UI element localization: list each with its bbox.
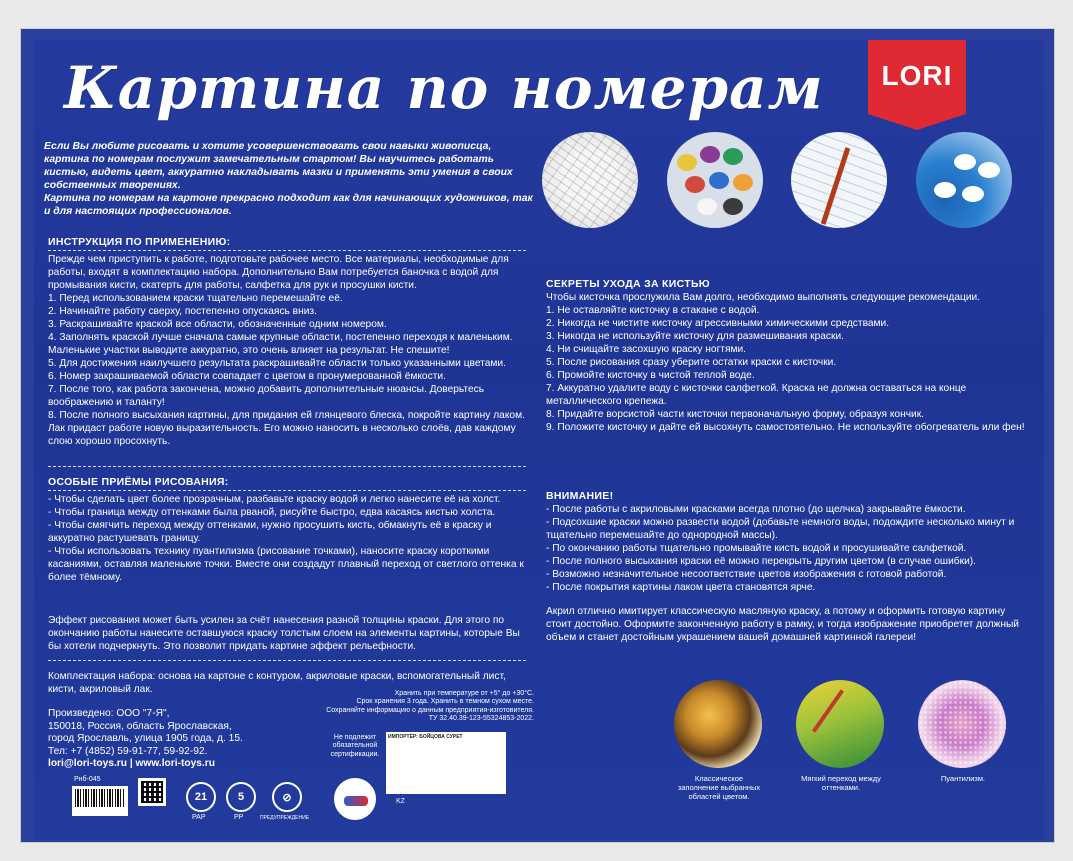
brush-care-list bbox=[546, 291, 1032, 434]
instructions-list bbox=[48, 253, 526, 448]
warning-label: ПРЕДУПРЕЖДЕНИЕ bbox=[260, 815, 310, 821]
attention-heading bbox=[546, 490, 613, 502]
storage-line: ТУ 32.40.39-123-55324853-2022. bbox=[428, 715, 534, 723]
techniques-heading-text: ОСОБЫЕ ПРИЁМЫ РИСОВАНИЯ: bbox=[48, 476, 229, 488]
instruction-line: 4. Заполнять краской лучше сначала самые крупные области, постепенно переходя к маленьким. Маленькие участки выводите аккуратно, это очень влияет на результат. Не спешите! bbox=[48, 332, 513, 356]
eac-mark-icon bbox=[334, 778, 376, 820]
instruction-line: 8. После полного высыхания картины, для придания ей глянцевого блеска, покройте картину лаком. Лак придаст работе новую выразительность. Его можно наносить в несколько слоёв, дав каждому слою хорошо просохнуть. bbox=[48, 410, 525, 447]
brush-care-line: 4. Ни счищайте засохшую краску ногтями. bbox=[546, 344, 746, 355]
attention-line: - После полного высыхания краски её можно перекрыть другим цветом (в случае ошибки). bbox=[546, 556, 976, 567]
techniques-list bbox=[48, 493, 526, 584]
instruction-line: Прежде чем приступить к работе, подготовьте рабочее место. Все материалы, необходимые для работы, входят в комплектацию набора. Дополнительно Вам потребуется баночка с водой для промывания кисти, скатерть для работы, салфетка для рук и просушки кисти. bbox=[48, 254, 509, 291]
soft-blend-image bbox=[796, 680, 884, 768]
effect-text: Эффект рисования может быть усилен за счёт нанесения разной толщины краски. Для этого по окончанию работы нанесите оставшуюся краску толстым слоем на элементы картины, которые Вы бы хотели подчеркнуть. Это позволит придать картине эффект рельефности. bbox=[48, 615, 520, 652]
brush-care-line: 3. Никогда не используйте кисточку для размешивания краски. bbox=[546, 331, 844, 342]
producer-line: город Ярославль, улица 1905 года, д. 15. bbox=[48, 733, 243, 744]
producer-line: Тел: +7 (4852) 59-91-77, 59-92-92. bbox=[48, 745, 208, 757]
instruction-line: 6. Номер закрашиваемой области совпадает с цветом в пронумерованной ёмкости. bbox=[48, 371, 446, 382]
sketch-canvas-image bbox=[542, 132, 638, 228]
techniques-heading bbox=[48, 476, 229, 488]
instruction-line: 7. После того, как работа закончена, можно добавить дополнительные нюансы. Доверьтесь воображению и таланту! bbox=[48, 384, 485, 408]
certification-note: Не подлежит обязательной сертификации. bbox=[330, 734, 380, 758]
pap-number: 21 bbox=[194, 791, 208, 803]
intro-paragraph: Картина по номерам на картоне прекрасно подходит как для начинающих художников, так и для настоящих профессионалов. bbox=[44, 193, 533, 217]
caption-pointillism: Пуантилизм. bbox=[940, 774, 986, 783]
instruction-line: 1. Перед использованием краски тщательно перемешайте её. bbox=[48, 293, 343, 304]
technique-line: - Чтобы использовать технику пуантилизма (рисование точками), наносите краску короткими касаниями, оставляя маленькие точки. Вместе они создадут плавный переход от светлого оттенка к более тёмному. bbox=[48, 546, 524, 583]
attention-line: - После покрытия картины лаком цвета становятся ярче. bbox=[546, 582, 816, 593]
brush-care-line: 6. Промойте кисточку в чистой теплой воде. bbox=[546, 370, 755, 381]
barcode-icon bbox=[72, 786, 128, 816]
brush-care-line: 2. Никогда не чистите кисточку агрессивными химическими средствами. bbox=[546, 318, 890, 329]
storage-line: Сохраняйте информацию о данным предприятия-изготовителя. bbox=[326, 706, 534, 714]
kit-contents: Комплектация набора: основа на картоне с контуром, акриловые краски, вспомогательный лист, кисти, акриловый лак. bbox=[48, 671, 506, 695]
pp-label: PP bbox=[234, 814, 244, 821]
brush-care-line: 8. Придайте ворсистой части кисточки первоначальную форму, образуя кончик. bbox=[546, 409, 924, 420]
brush-care-line: 9. Положите кисточку и дайте ей высохнуть самостоятельно. Не используйте обогреватель или фен! bbox=[546, 422, 1025, 433]
paint-caps-image bbox=[916, 132, 1012, 228]
qr-code-icon bbox=[138, 778, 166, 806]
brush-care-line: Чтобы кисточка прослужила Вам долго, необходимо выполнять следующие рекомендации. bbox=[546, 292, 981, 303]
producer-info bbox=[48, 708, 288, 771]
technique-line: - Чтобы смягчить переход между оттенками, нужно просушить кисть, обмакнуть её в краску и аккуратно растушевать границу. bbox=[48, 520, 492, 544]
brush-care-line: 1. Не оставляйте кисточку в стакане с водой. bbox=[546, 305, 760, 316]
producer-line: 150018, Россия, область Ярославская, bbox=[48, 720, 232, 732]
storage-line: Срок хранения 3 года. Хранить в темном сухом месте. bbox=[356, 698, 534, 706]
lori-logo: LORI bbox=[868, 40, 966, 114]
pap-recycle-icon bbox=[186, 782, 216, 812]
instruction-line: 2. Начинайте работу сверху, постепенно опускаясь вниз. bbox=[48, 306, 317, 317]
brush-care-heading bbox=[546, 278, 710, 290]
producer-contacts: lori@lori-toys.ru | www.lori-toys.ru bbox=[48, 758, 215, 769]
caption-classic: Классическое заполнение выбранных областей цветом. bbox=[677, 774, 761, 801]
instructions-heading-text: ИНСТРУКЦИЯ ПО ПРИМЕНЕНИЮ: bbox=[48, 236, 231, 248]
caption-soft-blend: Мягкий переход между оттенками. bbox=[801, 774, 881, 792]
importer-label bbox=[386, 732, 506, 794]
intro-paragraph: Если Вы любите рисовать и хотите усовершенствовать свои навыки живописца, картина по номерам послужит замечательным стартом! Вы научитесь работать кистью, видеть цвет, аккуратно накладывать мазки и применять эти умения в своих собственных творениях. bbox=[44, 141, 513, 191]
divider bbox=[48, 660, 526, 661]
divider bbox=[48, 250, 526, 251]
pp-recycle-icon bbox=[226, 782, 256, 812]
brush-care-line: 5. После рисования сразу уберите остатки краски с кисточки. bbox=[546, 357, 837, 368]
technique-line: - Чтобы граница между оттенками была рваной, рисуйте быстро, едва касаясь кистью холста. bbox=[48, 507, 496, 518]
instructions-heading bbox=[48, 236, 230, 248]
producer-line: Произведено: ООО "7-Я", bbox=[48, 708, 170, 719]
pointillism-image bbox=[918, 680, 1006, 768]
pap-label: PAP bbox=[192, 814, 206, 821]
storage-line: Хранить при температуре от +5° до +30°С. bbox=[394, 690, 534, 697]
storage-info bbox=[304, 690, 534, 724]
divider bbox=[48, 466, 526, 467]
classic-fill-image bbox=[674, 680, 762, 768]
warning-icon: ⊘ bbox=[272, 782, 302, 812]
attention-heading-text: ВНИМАНИЕ! bbox=[546, 490, 614, 502]
attention-line: - Подсохшие краски можно развести водой (добавьте немного воды, подождите несколько минут и тщательно перемешайте до однородной массы). bbox=[546, 517, 1015, 541]
box-back-panel bbox=[34, 40, 1044, 840]
pp-number: 5 bbox=[237, 791, 245, 803]
brush-care-line: 7. Аккуратно удалите воду с кисточки салфеткой. Краска не должна оставаться на конце металлического крепежа. bbox=[546, 383, 967, 407]
technique-line: - Чтобы сделать цвет более прозрачным, разбавьте краску водой и легко нанесите её на холст. bbox=[48, 494, 501, 505]
paint-pots-image bbox=[667, 132, 763, 228]
divider bbox=[48, 490, 526, 491]
instruction-line: 5. Для достижения наилучшего результата раскрашивайте области только указанными цветами. bbox=[48, 358, 506, 369]
attention-line: - После работы с акриловыми красками всегда плотно (до щелчка) закрывайте ёмкости. bbox=[546, 504, 966, 515]
product-title: Картина по номерам bbox=[64, 54, 824, 122]
attention-line: - Возможно незначительное несоответствие цветов изображения с готовой работой. bbox=[546, 569, 947, 580]
kz-mark: KZ bbox=[396, 798, 405, 805]
attention-line: - По окончанию работы тщательно промывайте кисть водой и просушивайте салфеткой. bbox=[546, 543, 967, 554]
sku-label: Рнб-045 bbox=[74, 776, 101, 783]
attention-list bbox=[546, 503, 1032, 594]
acrylic-text: Акрил отлично имитирует классическую масляную краску, а потому и оформить готовую картину стоит достойно. Оформите законченную работу в рамку, и тогда изображение приобретет должный объем и станет достойным украшением вашей домашней картинной галереи! bbox=[546, 606, 1019, 643]
intro-text bbox=[44, 140, 534, 218]
brush-painting-image bbox=[791, 132, 887, 228]
importer-label-text: ИМПОРТЁР: БОЙЦОВА СУРЕТ bbox=[388, 734, 463, 740]
brush-care-heading-text: СЕКРЕТЫ УХОДА ЗА КИСТЬЮ bbox=[546, 278, 710, 290]
instruction-line: 3. Раскрашивайте краской все области, обозначенные одним номером. bbox=[48, 319, 387, 330]
